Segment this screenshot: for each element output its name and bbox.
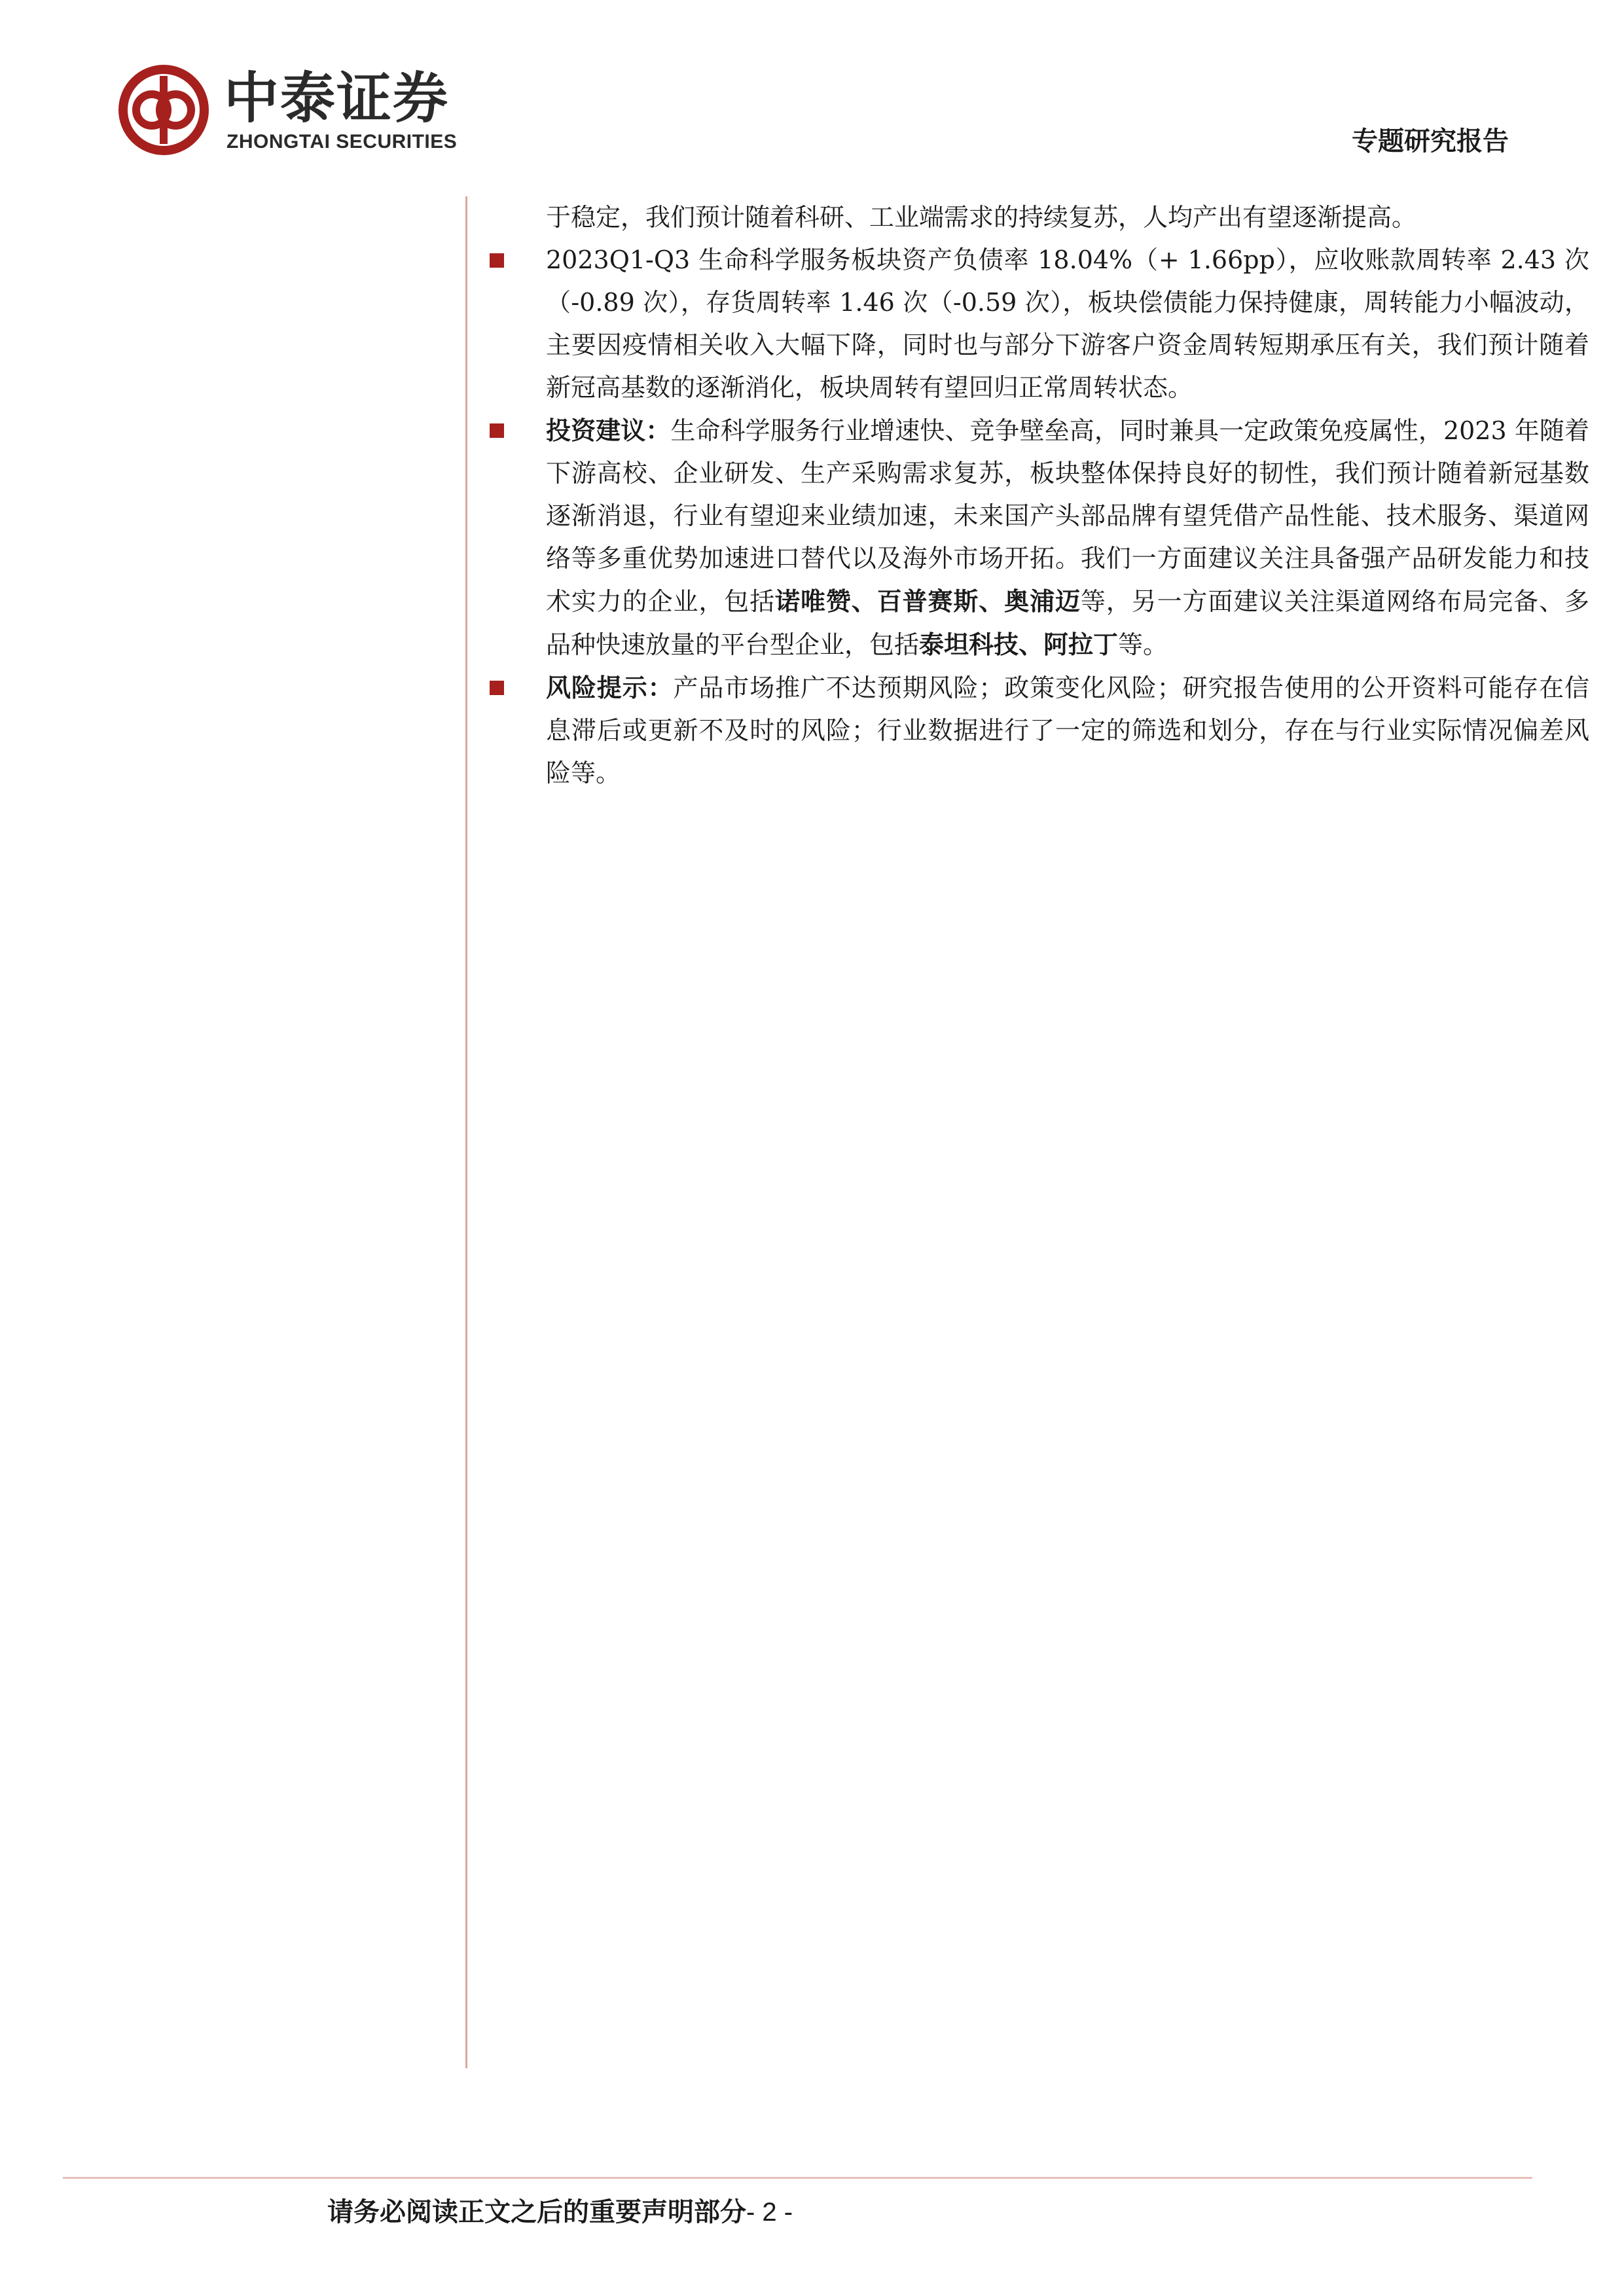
recommended-companies-group-1: 诺唯赞、百普赛斯、奥浦迈 <box>775 586 1081 616</box>
paragraph-lead: 投资建议： <box>546 416 671 445</box>
recommended-companies-group-2: 泰坦科技、阿拉丁 <box>919 630 1119 659</box>
paragraph-investment-advice <box>490 409 1589 666</box>
bullet-square-icon <box>490 253 504 268</box>
footer <box>327 2191 793 2229</box>
paragraph-balance-sheet <box>490 239 1589 409</box>
paragraph-risk-warning <box>490 666 1589 795</box>
paragraph-continuation <box>490 196 1589 239</box>
logo-chinese-name: 中泰证券 <box>224 66 450 130</box>
logo-english-name: ZHONGTAI SECURITIES <box>226 131 458 152</box>
page-number: - 2 - <box>746 2198 793 2227</box>
footer-rule <box>63 2177 1532 2179</box>
paragraph-text: 2023Q1-Q3 生命科学服务板块资产负债率 18.04%（+ 1.66pp），应收账款周转率 2.43 次（-0.89 次），存货周转率 1.46 次（-0.59 次），板块偿债能力保持健康，周转能力小幅波动，主要因疫情相关收入大幅下降，同时也与部分下游客户资金周转短期承压有关，我们预计随着新冠高基数的逐渐消化，板块周转有望回归正常周转状态。 <box>546 245 1589 402</box>
company-logo <box>118 64 484 162</box>
paragraph-text: 生命科学服务行业增速快、竞争壁垒高，同时兼具一定政策免疫属性，2023 年随着下游高校、企业研发、生产采购需求复苏，板块整体保持良好的韧性，我们预计随着新冠基数逐渐消退，行业有望迎来业绩加速，未来国产头部品牌有望凭借产品性能、技术服务、渠道网络等多重优势加速进口替代以及海外市场开拓。我们一方面建议关注具备强产品研发能力和技术实力的企业，包括 <box>546 416 1589 616</box>
paragraph-text: 等。 <box>1118 630 1168 659</box>
bullet-square-icon <box>490 423 504 438</box>
report-body <box>490 196 1589 795</box>
paragraph-text: 等，另一方面建议关注渠道网络布局完备、多品种快速放量的平台型企业，包括 <box>546 587 1589 659</box>
bullet-square-icon <box>490 681 504 695</box>
report-type-label: 专题研究报告 <box>1352 126 1509 156</box>
paragraph-text: 于稳定，我们预计随着科研、工业端需求的持续复苏，人均产出有望逐渐提高。 <box>546 203 1417 232</box>
zhongtai-logo-icon <box>118 64 209 156</box>
footer-notice: 请务必阅读正文之后的重要声明部分 <box>327 2197 746 2227</box>
left-margin-rule <box>465 196 467 2068</box>
paragraph-lead: 风险提示： <box>546 673 674 702</box>
paragraph-text: 产品市场推广不达预期风险；政策变化风险；研究报告使用的公开资料可能存在信息滞后或更新不及时的风险；行业数据进行了一定的筛选和划分，存在与行业实际情况偏差风险等。 <box>546 673 1589 787</box>
